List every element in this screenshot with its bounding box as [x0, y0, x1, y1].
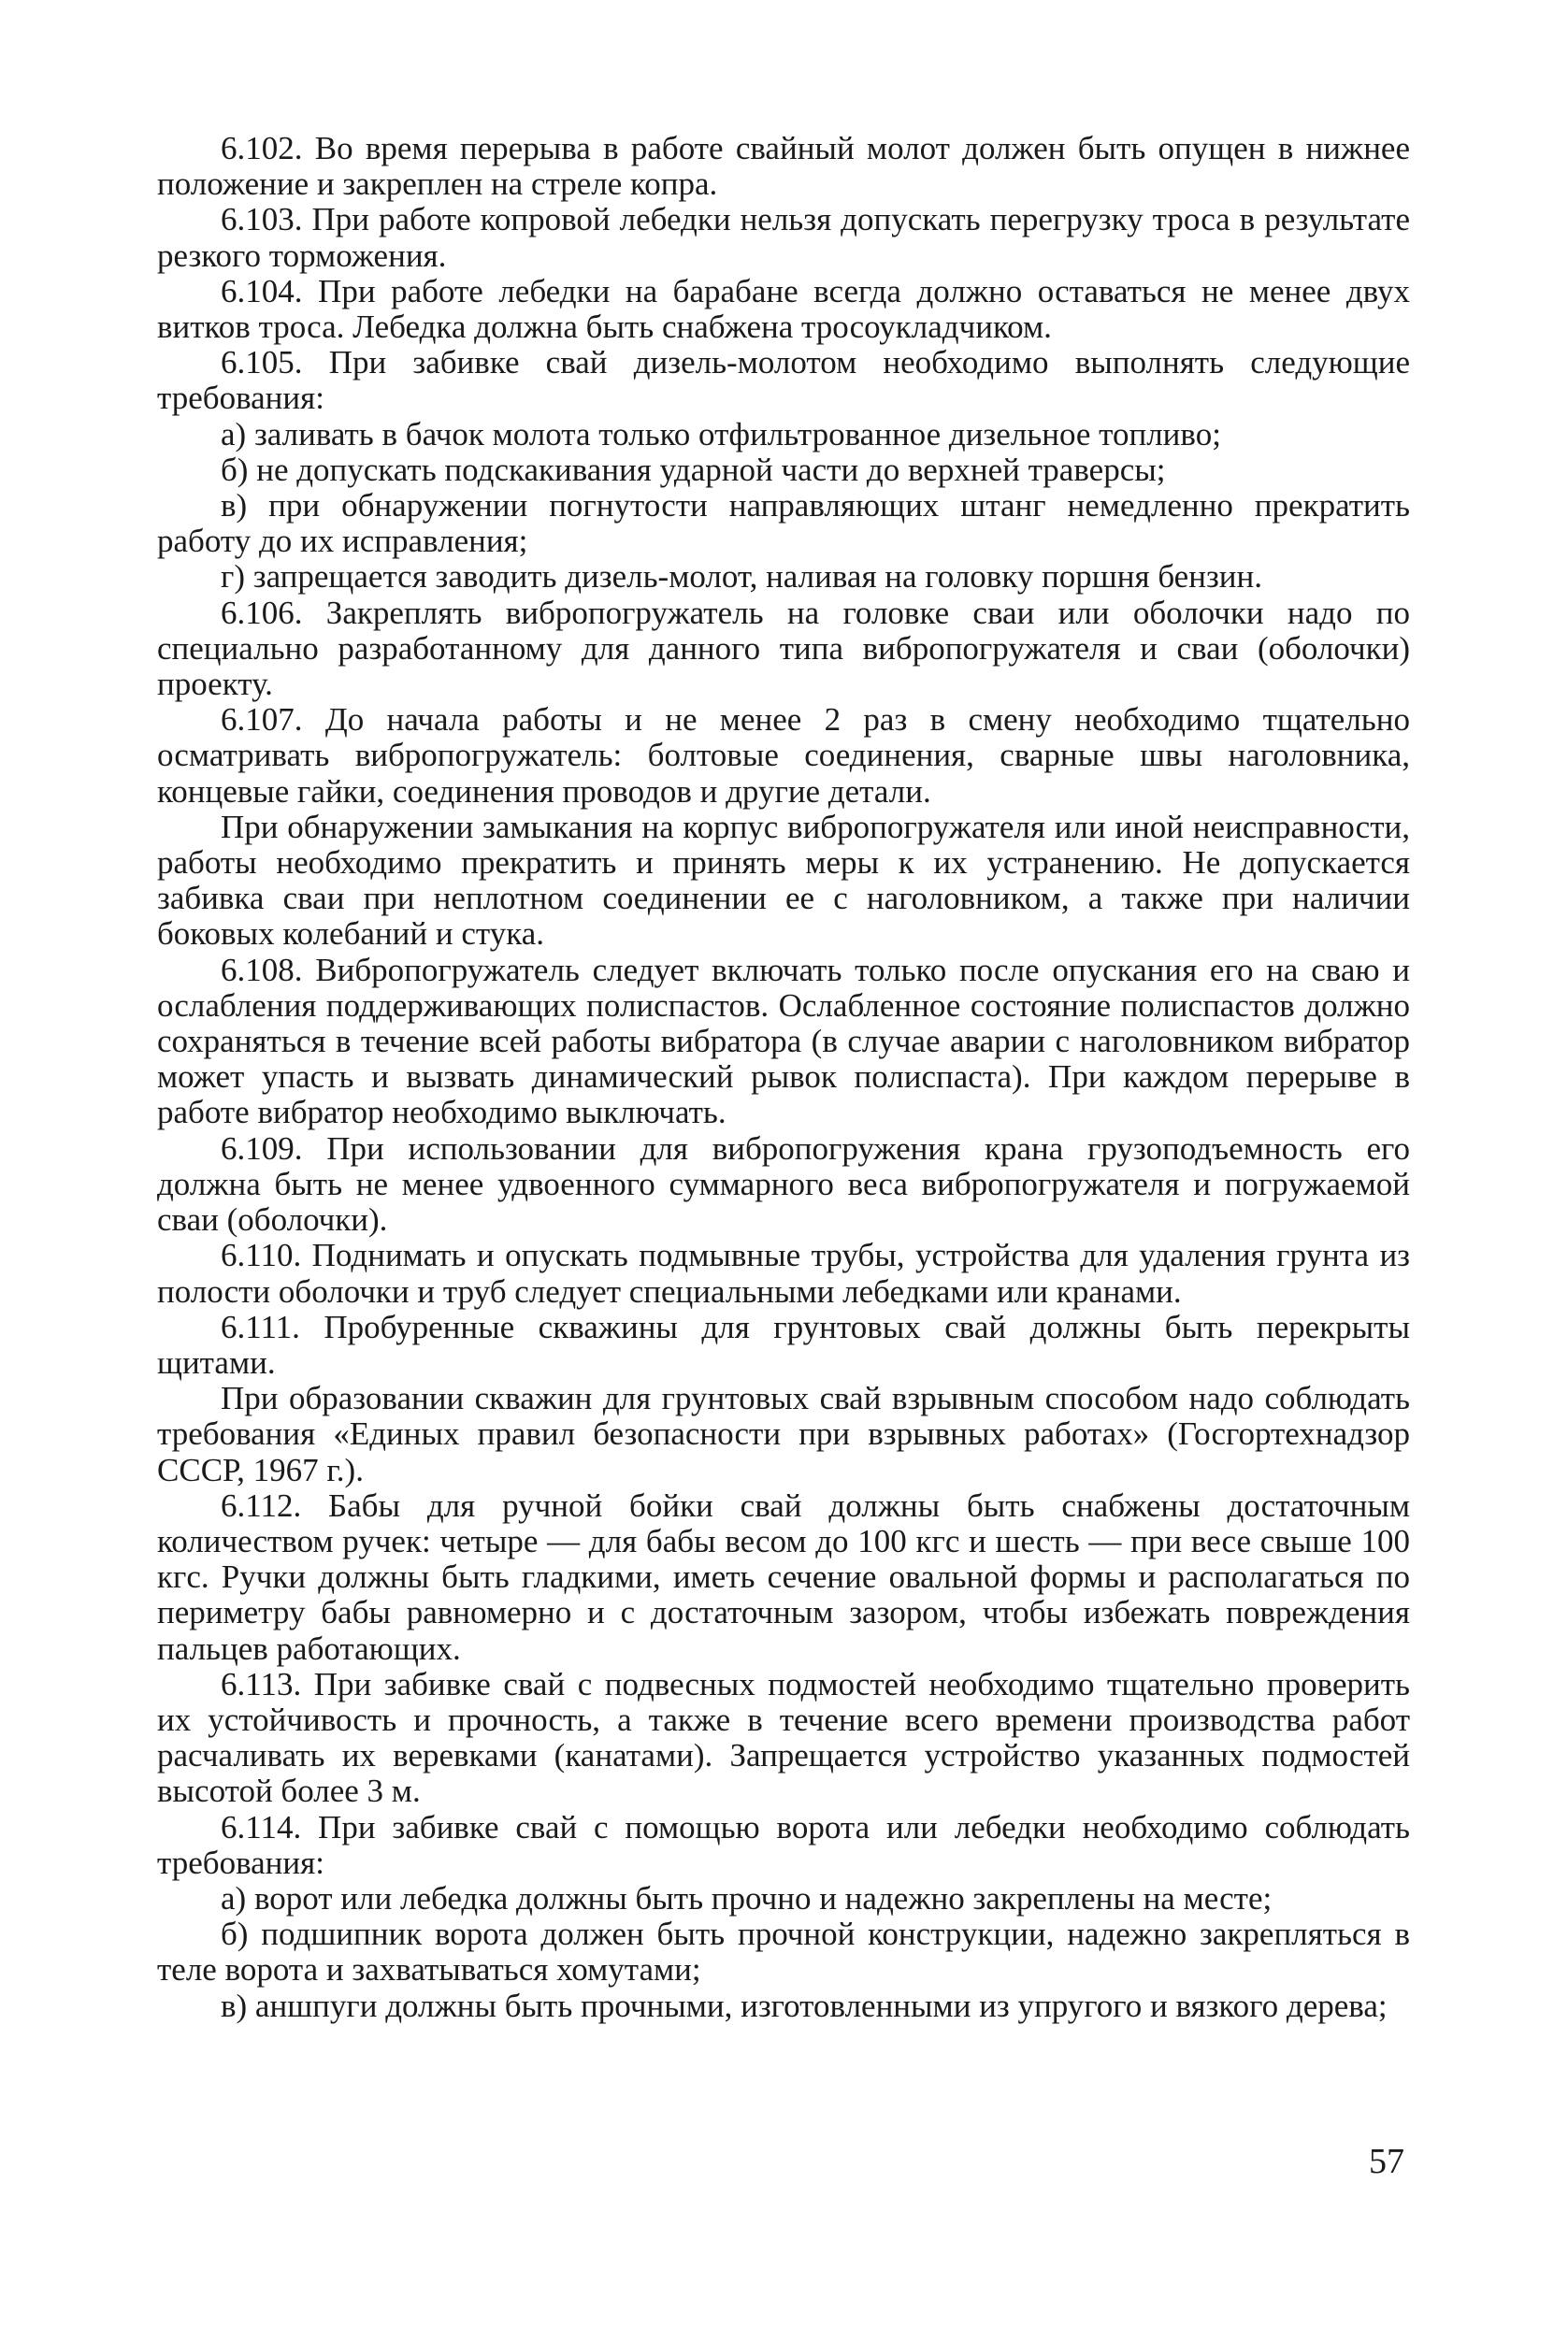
paragraph-6-103: 6.103. При работе копровой лебедки нельзя допускать перегрузку троса в результате резкого торможения. — [157, 201, 1410, 274]
paragraph-6-112: 6.112. Бабы для ручной бойки свай должны быть снабжены достаточным количеством ручек: четыре — для бабы весом до 100 кгс и шесть — при весе свыше 100 кгс. Ручки должны быть гладкими, иметь сечение овальной формы и располагаться по периметру бабы равномерно и с достаточным зазором, чтобы избежать повреждения пальцев работающих. — [157, 1486, 1410, 1667]
list-item-6-105-a: а) заливать в бачок молота только отфильтрованное дизельное топливо; — [221, 415, 1221, 452]
paragraph-6-106: 6.106. Закреплять вибропогружатель на головке сваи или оболочки надо по специально разработанному для данного типа вибропогружателя и сваи (оболочки) проекту. — [157, 594, 1410, 703]
paragraph-6-105: 6.105. При забивке свай дизель-молотом необходимо выполнять следующие требования: — [157, 344, 1410, 417]
paragraph-6-114: 6.114. При забивке свай с помощью ворота или лебедки необходимо соблюдать требования: — [157, 1808, 1410, 1881]
paragraph-6-113: 6.113. При забивке свай с подвесных подмостей необходимо тщательно проверить их устойчивость и прочность, а также в течение всего времени производства работ расчаливать их веревками (канатами). Запрещается устройство указанных подмостей высотой более 3 м. — [157, 1665, 1410, 1810]
paragraph-6-107-cont: При обнаружении замыкания на корпус вибропогружателя или иной неисправности, работы необходимо прекратить и принять меры к их устранению. Не допускается забивка сваи при неплотном соединении ее с наголовником, а также при наличии боковых колебаний и стука. — [157, 808, 1410, 953]
paragraph-6-111-cont: При образовании скважин для грунтовых свай взрывным способом надо соблюдать требования «Единых правил безопасности при взрывных работах» (Госгортехнадзор СССР, 1967 г.). — [157, 1380, 1410, 1488]
list-item-6-114-b: б) подшипник ворота должен быть прочной конструкции, надежно закрепляться в теле ворота и захватываться хомутами; — [157, 1916, 1410, 1989]
paragraph-6-107: 6.107. До начала работы и не менее 2 раз в смену необходимо тщательно осматривать вибропогружатель: болтовые соединения, сварные швы наголовника, концевые гайки, соединения проводов и другие детали. — [157, 701, 1410, 810]
list-item-6-105-b: б) не допускать подскакивания ударной части до верхней траверсы; — [221, 451, 1166, 488]
paragraph-6-104: 6.104. При работе лебедки на барабане всегда должно оставаться не менее двух витков троса. Лебедка должна быть снабжена тросоукладчиком. — [157, 272, 1410, 346]
list-item-6-114-v: в) аншпуги должны быть прочными, изготовленными из упругого и вязкого дерева; — [221, 1987, 1388, 2024]
document-page — [157, 131, 1410, 2024]
list-item-6-105-v: в) при обнаружении погнутости направляющих штанг немедленно прекратить работу до их исправления; — [157, 487, 1410, 560]
paragraph-6-110: 6.110. Поднимать и опускать подмывные трубы, устройства для удаления грунта из полости оболочки и труб следует специальными лебедками или кранами. — [157, 1237, 1410, 1310]
paragraph-6-111: 6.111. Пробуренные скважины для грунтовых свай должны быть перекрыты щитами. — [157, 1308, 1410, 1381]
list-item-6-105-g: г) запрещается заводить дизель-молот, наливая на головку поршня бензин. — [221, 558, 1262, 596]
paragraph-6-102: 6.102. Во время перерыва в работе свайный молот должен быть опущен в нижнее положение и закреплен на стреле копра. — [157, 130, 1410, 203]
paragraph-6-109: 6.109. При использовании для вибропогружения крана грузоподъемность его должна быть не менее удвоенного суммарного веса вибропогружателя и погружаемой сваи (оболочки). — [157, 1129, 1410, 1239]
list-item-6-114-a: а) ворот или лебедка должны быть прочно и надежно закреплены на месте; — [221, 1879, 1273, 1917]
page-number: 57 — [1369, 2142, 1404, 2181]
paragraph-6-108: 6.108. Вибропогружатель следует включать только после опускания его на сваю и ослабления поддерживающих полиспастов. Ослабленное состояние полиспастов должно сохраняться в течение всей работы вибратора (в случае аварии с наголовником вибратор может упасть и вызвать динамический рывок полиспаста). При каждом перерыве в работе вибратор необходимо выключать. — [157, 951, 1410, 1131]
